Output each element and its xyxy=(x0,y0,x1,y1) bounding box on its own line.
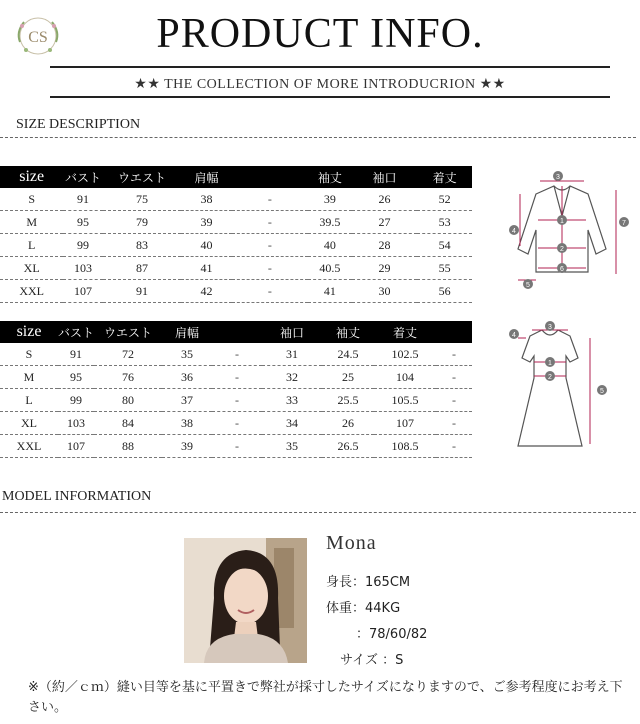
table-cell: 88 xyxy=(94,435,162,458)
dress-measurement-diagram xyxy=(500,318,620,458)
header-cell: 袖口 xyxy=(352,166,418,188)
header-cell: 着丈 xyxy=(374,321,436,343)
table-cell: 41 xyxy=(308,280,352,303)
table-cell: - xyxy=(212,366,262,389)
header-cell xyxy=(436,321,472,343)
table-header-row xyxy=(0,166,472,188)
table-cell: 105.5 xyxy=(374,389,436,412)
model-name: Mona xyxy=(326,532,377,554)
table-cell: - xyxy=(436,412,472,435)
model-information-heading: MODEL INFORMATION xyxy=(2,489,152,504)
diagram-marker: 1 xyxy=(560,218,564,225)
table-cell: 25 xyxy=(322,366,374,389)
header-cell: 肩幅 xyxy=(162,321,212,343)
table-cell: 34 xyxy=(262,412,322,435)
table-cell: 102.5 xyxy=(374,343,436,366)
diagram-marker: 5 xyxy=(526,282,530,289)
table-cell: 103 xyxy=(58,412,94,435)
table-row xyxy=(0,343,472,366)
table-row xyxy=(0,366,472,389)
page-subtitle: ★★ THE COLLECTION OF MORE INTRODUCRION ★★ xyxy=(134,77,506,92)
sizing-note: ※（約／ｃｍ）縫い目等を基に平置きで弊社が採寸したサイズになりますので、ご参考程度にお考え下さい。 xyxy=(28,680,623,715)
header-cell: 袖丈 xyxy=(322,321,374,343)
table-cell: 55 xyxy=(417,257,472,280)
model-photo xyxy=(184,538,307,663)
title-rule-top xyxy=(50,66,610,68)
table-cell: 25.5 xyxy=(322,389,374,412)
table-row xyxy=(0,211,472,234)
logo-letters: CS xyxy=(28,29,48,46)
table-cell: - xyxy=(232,188,308,211)
table-cell: 99 xyxy=(58,389,94,412)
table-cell: 27 xyxy=(352,211,418,234)
table-cell: - xyxy=(436,435,472,458)
table-cell: - xyxy=(212,412,262,435)
header-cell: 袖丈 xyxy=(308,166,352,188)
table-cell: 107 xyxy=(58,435,94,458)
table-cell: 31 xyxy=(262,343,322,366)
page-title: PRODUCT INFO. xyxy=(156,11,484,57)
table-cell: 36 xyxy=(162,366,212,389)
table-cell: M xyxy=(0,366,58,389)
table-cell: - xyxy=(436,343,472,366)
table-cell: - xyxy=(436,389,472,412)
section-divider xyxy=(0,512,636,513)
diagram-marker: 2 xyxy=(560,246,564,253)
table-cell: 54 xyxy=(417,234,472,257)
table-cell: - xyxy=(232,211,308,234)
table-cell: - xyxy=(212,343,262,366)
table-cell: 33 xyxy=(262,389,322,412)
table-row xyxy=(0,412,472,435)
table-cell: 99 xyxy=(63,234,102,257)
diagram-marker: 4 xyxy=(512,228,516,235)
table-cell: 84 xyxy=(94,412,162,435)
table-cell: 29 xyxy=(352,257,418,280)
table-cell: 87 xyxy=(103,257,182,280)
table-cell: 107 xyxy=(374,412,436,435)
table-cell: 91 xyxy=(103,280,182,303)
table-cell: 40.5 xyxy=(308,257,352,280)
table-cell: 32 xyxy=(262,366,322,389)
table-cell: 26 xyxy=(322,412,374,435)
table-cell: 40 xyxy=(308,234,352,257)
diagram-marker: 4 xyxy=(512,332,516,339)
table-cell: 56 xyxy=(417,280,472,303)
size-description-heading: SIZE DESCRIPTION xyxy=(16,117,141,132)
diagram-marker: 7 xyxy=(622,220,626,227)
table-cell: 37 xyxy=(162,389,212,412)
table-header-row xyxy=(0,321,472,343)
header-cell: 肩幅 xyxy=(181,166,231,188)
table-cell: 30 xyxy=(352,280,418,303)
table-row xyxy=(0,234,472,257)
table-cell: 35 xyxy=(262,435,322,458)
model-measurements: ：78/60/82 xyxy=(356,627,428,642)
model-weight: 体重：44KG xyxy=(326,601,401,616)
table-cell: 107 xyxy=(63,280,102,303)
table-cell: XXL xyxy=(0,435,58,458)
header-cell: 袖口 xyxy=(262,321,322,343)
header-cell xyxy=(212,321,262,343)
table-cell: 52 xyxy=(417,188,472,211)
table-cell: 42 xyxy=(181,280,231,303)
table-cell: 39 xyxy=(181,211,231,234)
table-cell: 103 xyxy=(63,257,102,280)
header-cell: ウエスト xyxy=(103,166,182,188)
table-cell: 91 xyxy=(58,343,94,366)
table-cell: - xyxy=(232,257,308,280)
diagram-marker: 3 xyxy=(548,324,552,331)
header-cell: size xyxy=(0,321,58,343)
table-cell: 24.5 xyxy=(322,343,374,366)
table-cell: 38 xyxy=(181,188,231,211)
header-cell: size xyxy=(0,166,63,188)
table-row xyxy=(0,280,472,303)
size-table-dress xyxy=(0,321,472,458)
table-cell: - xyxy=(232,280,308,303)
table-cell: 26 xyxy=(352,188,418,211)
table-cell: 108.5 xyxy=(374,435,436,458)
header-cell: バスト xyxy=(58,321,94,343)
table-cell: 95 xyxy=(63,211,102,234)
table-cell: 83 xyxy=(103,234,182,257)
table-cell: 35 xyxy=(162,343,212,366)
diagram-marker: 1 xyxy=(548,360,552,367)
table-cell: 38 xyxy=(162,412,212,435)
model-size: サイズ ：S xyxy=(340,653,404,668)
table-cell: 28 xyxy=(352,234,418,257)
table-cell: 39 xyxy=(308,188,352,211)
table-cell: 79 xyxy=(103,211,182,234)
table-row xyxy=(0,188,472,211)
diagram-marker: 5 xyxy=(600,388,604,395)
table-cell: L xyxy=(0,234,63,257)
table-cell: 76 xyxy=(94,366,162,389)
section-divider xyxy=(0,137,636,138)
table-cell: - xyxy=(436,366,472,389)
table-cell: 26.5 xyxy=(322,435,374,458)
table-cell: M xyxy=(0,211,63,234)
table-row xyxy=(0,435,472,458)
table-cell: S xyxy=(0,188,63,211)
table-cell: 41 xyxy=(181,257,231,280)
table-cell: 104 xyxy=(374,366,436,389)
table-cell: 95 xyxy=(58,366,94,389)
table-cell: 72 xyxy=(94,343,162,366)
table-cell: XL xyxy=(0,257,63,280)
diagram-marker: 3 xyxy=(556,174,560,181)
table-cell: 91 xyxy=(63,188,102,211)
size-table-jacket xyxy=(0,166,472,303)
model-height: 身長：165CM xyxy=(326,575,411,590)
table-row xyxy=(0,257,472,280)
diagram-marker: 6 xyxy=(560,266,564,273)
table-cell: S xyxy=(0,343,58,366)
header-cell: 着丈 xyxy=(417,166,472,188)
header-cell: ウエスト xyxy=(94,321,162,343)
table-cell: - xyxy=(212,389,262,412)
table-cell: 39.5 xyxy=(308,211,352,234)
table-cell: 80 xyxy=(94,389,162,412)
header-cell xyxy=(232,166,308,188)
table-cell: L xyxy=(0,389,58,412)
table-cell: 53 xyxy=(417,211,472,234)
table-row xyxy=(0,389,472,412)
table-cell: - xyxy=(212,435,262,458)
table-cell: 40 xyxy=(181,234,231,257)
table-cell: 75 xyxy=(103,188,182,211)
table-cell: - xyxy=(232,234,308,257)
title-rule-bottom xyxy=(50,96,610,98)
header-cell: バスト xyxy=(63,166,102,188)
table-cell: XL xyxy=(0,412,58,435)
table-cell: 39 xyxy=(162,435,212,458)
jacket-measurement-diagram xyxy=(496,164,636,294)
diagram-marker: 2 xyxy=(548,374,552,381)
table-cell: XXL xyxy=(0,280,63,303)
